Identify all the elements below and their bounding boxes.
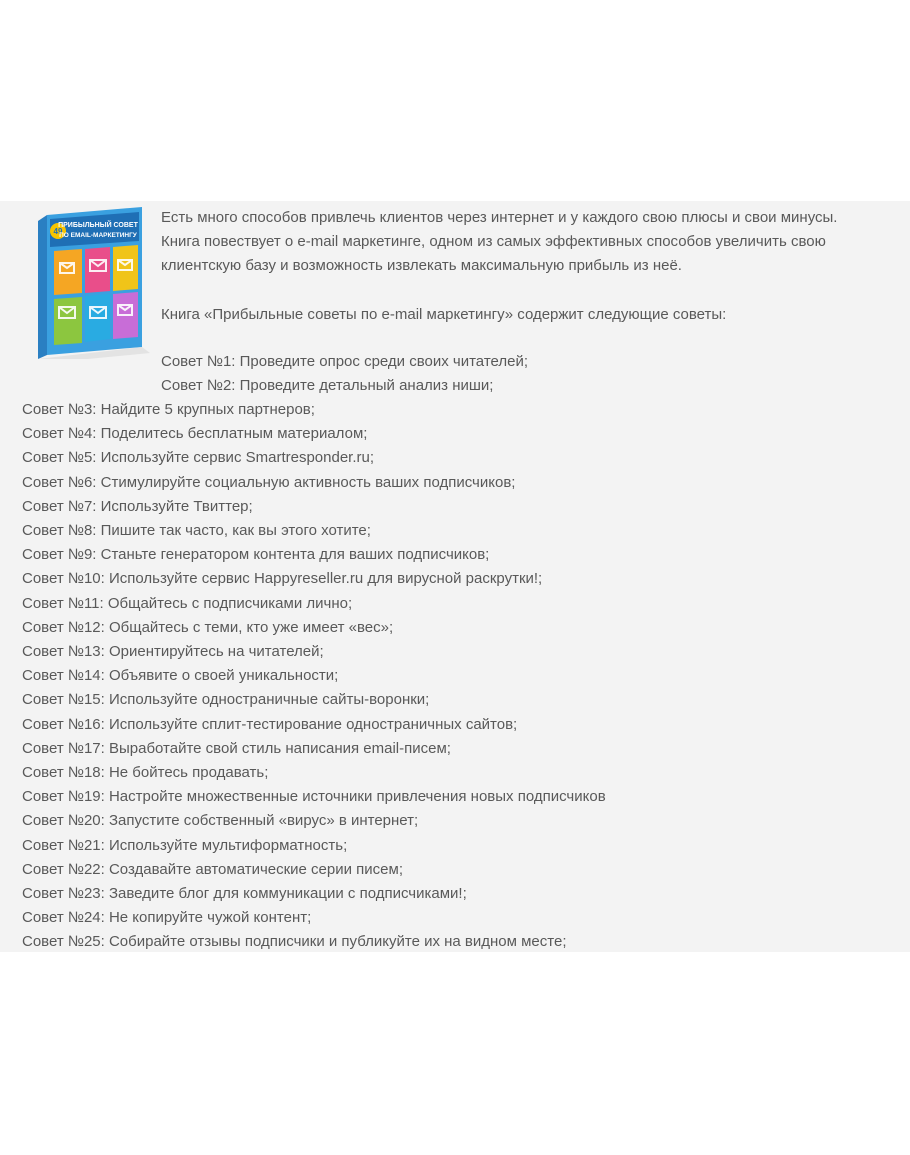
list-item: Совет №18: Не бойтесь продавать;: [22, 764, 269, 782]
list-item: Совет №19: Настройте множественные источники привлечения новых подписчиков: [22, 788, 606, 806]
intro-line-2: Книга повествует о e-mail маркетинге, одном из самых эффективных способов увеличить свою: [161, 233, 826, 251]
tips-list-top: [161, 350, 528, 398]
list-item: Совет №12: Общайтесь с теми, кто уже имеет «вес»;: [22, 618, 394, 636]
book-title-line2: ПО EMAIL-МАРКЕТИНГУ: [59, 232, 137, 239]
list-item: Совет №13: Ориентируйтесь на читателей;: [22, 643, 324, 661]
list-item: Совет №1: Проведите опрос среди своих читателей;: [161, 353, 529, 370]
list-item: Совет №23: Заведите блог для коммуникации с подписчиками!;: [22, 885, 467, 903]
list-item: Совет №16: Используйте сплит-тестирование одностраничных сайтов;: [22, 715, 518, 733]
tips-list: [22, 398, 606, 955]
book-badge: 49: [53, 227, 63, 236]
list-item: Совет №7: Используйте Твиттер;: [22, 497, 253, 515]
list-item: Совет №5: Используйте сервис Smartresponder.ru;: [22, 449, 375, 467]
book-cover: [38, 207, 150, 359]
list-item: Совет №22: Создавайте автоматические серии писем;: [22, 860, 403, 878]
list-item: Совет №11: Общайтесь с подписчиками лично;: [22, 594, 353, 612]
list-item: Совет №24: Не копируйте чужой контент;: [22, 909, 312, 927]
list-item: Совет №9: Станьте генератором контента для ваших подписчиков;: [22, 546, 490, 564]
book-title-line1: ПРИБЫЛЬНЫЙ СОВЕТ: [58, 222, 138, 229]
list-item: Совет №10: Используйте сервис Happyreseller.ru для вирусной раскрутки!;: [22, 570, 543, 588]
intro-text: [161, 206, 837, 327]
list-item: Совет №3: Найдите 5 крупных партнеров;: [22, 401, 315, 418]
list-item: Совет №2: Проведите детальный анализ ниши;: [161, 377, 494, 395]
list-item: Совет №4: Поделитесь бесплатным материалом;: [22, 425, 368, 443]
intro-line-1: Есть много способов привлечь клиентов через интернет и у каждого свою плюсы и свои минусы.: [161, 209, 838, 226]
list-item: Совет №6: Стимулируйте социальную активность ваших подписчиков;: [22, 473, 516, 491]
list-item: Совет №25: Собирайте отзывы подписчики и публикуйте их на видном месте;: [22, 933, 567, 951]
intro-line-4: Книга «Прибыльные советы по e-mail маркетингу» содержит следующие советы:: [161, 305, 727, 323]
list-item: Совет №17: Выработайте свой стиль написания email-писем;: [22, 739, 451, 757]
list-item: Совет №21: Используйте мультиформатность;: [22, 836, 348, 854]
list-item: Совет №8: Пишите так часто, как вы этого хотите;: [22, 522, 371, 540]
intro-line-3: клиентскую базу и возможность извлекать максимальную прибыль из неё.: [161, 257, 682, 275]
list-item: Совет №15: Используйте одностраничные сайты-воронки;: [22, 691, 430, 709]
list-item: Совет №14: Объявите о своей уникальности;: [22, 667, 339, 685]
list-item: Совет №20: Запустите собственный «вирус» в интернет;: [22, 812, 419, 830]
